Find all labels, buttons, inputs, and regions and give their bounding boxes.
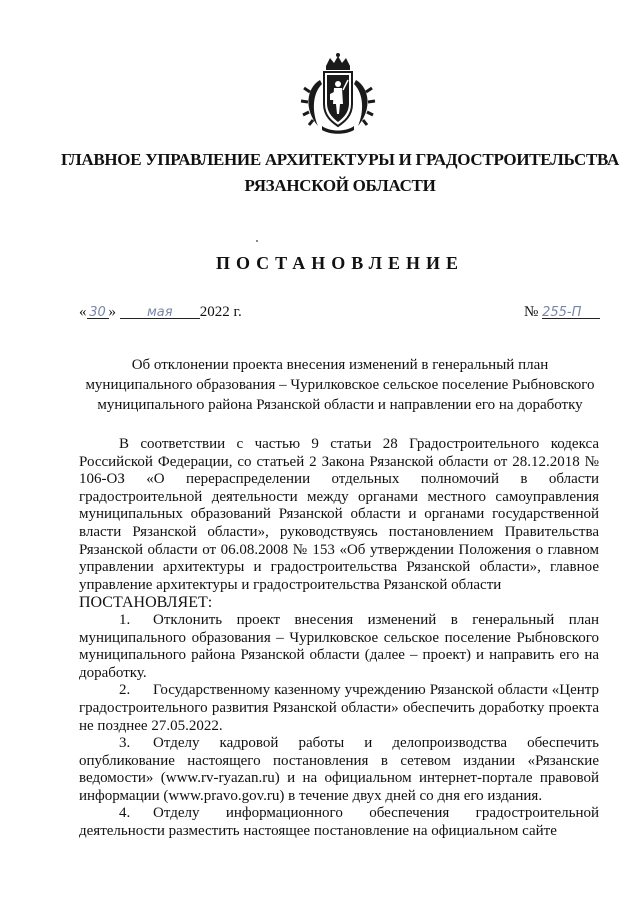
subject-line-2: муниципального образования – Чурилковское сельское поселение Рыбновского — [85, 377, 595, 393]
date-year: 2022 г. — [199, 304, 242, 320]
clause-3 — [79, 735, 599, 805]
clause-text: Государственному казенному учреждению Рязанской области «Центр градостроительного развития Рязанской области» обеспечить доработку проекта не позднее 27.05.2022. — [79, 682, 599, 734]
date-month-handwritten: мая — [146, 305, 173, 320]
organization-name-line-1: ГЛАВНОЕ УПРАВЛЕНИЕ АРХИТЕКТУРЫ И ГРАДОСТРОИТЕЛЬСТВА — [61, 150, 619, 169]
document-body — [79, 436, 599, 841]
date-close-quote: » — [108, 304, 116, 320]
clause-2 — [79, 682, 599, 735]
clause-text: Отделу кадровой работы и делопроизводства обеспечить опубликование настоящего постановления в сетевом издании «Рязанские ведомости» (www.rv-ryazan.ru) и на официальном интернет-портале правовой информации (www.pravo.gov.ru) в течение двух дней со дня его издания. — [79, 735, 599, 804]
clause-number: 3. — [119, 735, 131, 752]
subject-line-1: Об отклонении проекта внесения изменений в генеральный план — [131, 357, 549, 373]
clause-4 — [79, 805, 599, 840]
clause-text: Отклонить проект внесения изменений в генеральный план муниципального образования – Чурилковское сельское поселение Рыбновского муниципального района Рязанской области (далее – проект) и направить его на доработку. — [79, 611, 599, 681]
number-field — [542, 304, 600, 319]
date-month-field — [120, 304, 200, 319]
coat-of-arms-icon — [296, 52, 380, 136]
clause-1 — [79, 612, 599, 682]
document-subject — [40, 355, 640, 415]
subject-line-3: муниципального района Рязанской области и направлении его на доработку — [97, 397, 583, 413]
resolution-keyword: ПОСТАНОВЛЯЕТ: — [79, 594, 213, 612]
date-open-quote: « — [79, 304, 87, 320]
clause-number: 2. — [119, 682, 131, 699]
scan-speck — [256, 240, 258, 242]
preamble-paragraph: В соответствии с частью 9 статьи 28 Градостроительного кодекса Российской Федерации, со статьей 2 Закона Рязанской области от 28.12.2018 № 106-ОЗ «О перераспределении отдельных полномочий в области градостроительной деятельности между органами местного самоуправления муниципальных образований Рязанской области и органами государственной власти Рязанской области», руководствуясь постановлением Правительства Рязанской области от 06.08.2008 № 153 «Об утверждении Положения о главном управлении архитектуры и градостроительства Рязанской области», главное управление архитектуры и градостроительства Рязанской области — [79, 436, 599, 593]
clause-text: Отделу информационного обеспечения градостроительной деятельности разместить настоящее постановление на официальном сайте — [79, 805, 599, 840]
date-line — [79, 304, 242, 321]
document-number-line — [524, 304, 600, 321]
date-day-handwritten: 30 — [89, 305, 106, 320]
clause-number: 4. — [119, 805, 131, 822]
number-handwritten: 255-П — [542, 305, 582, 320]
date-day-field — [87, 304, 109, 319]
clause-number: 1. — [119, 611, 131, 628]
document-type-title: ПОСТАНОВЛЕНИЕ — [215, 253, 465, 273]
organization-name-line-2: РЯЗАНСКОЙ ОБЛАСТИ — [244, 176, 436, 195]
number-label: № — [524, 304, 539, 320]
